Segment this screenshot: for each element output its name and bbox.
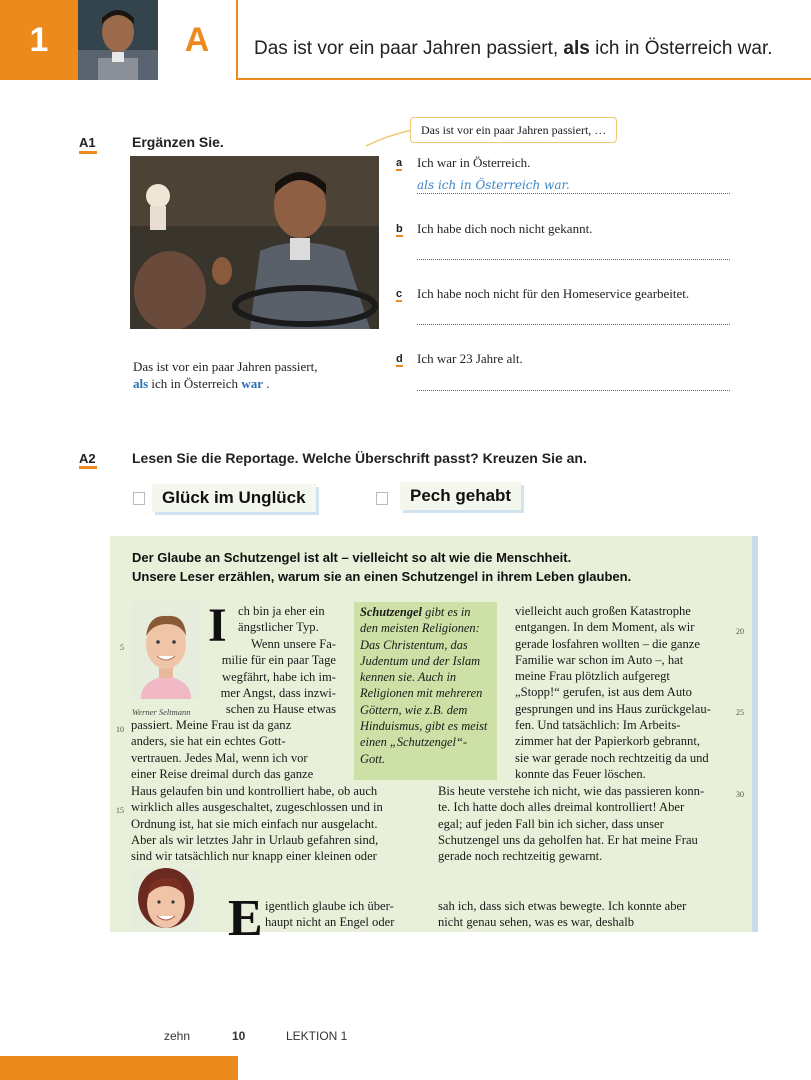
story1-left-col: passiert. Meine Frau ist da ganz anders, sie hat ein echtes Gott- vertrauen. Jedes Mal, wenn ich vor einer Reise dreimal durch das ganze [131,718,314,781]
answer-line-d[interactable] [417,390,730,391]
header-photo [78,0,158,80]
answer-line-c[interactable] [417,324,730,325]
headline-option-1: Glück im Unglück [152,484,316,512]
reader-portrait-1 [131,602,201,699]
story1-right-col: vielleicht auch großen Katastrophe entgangen. In dem Moment, als wir gerade losfahren wollten – die ganze Familie war schon im Auto –, hat meine Frau plötzlich aufgeregt „Stopp!“ gerufen, ist aus dem Auto gesprungen und ins Haus zurückgelau- fen. Und tatsächlich: Im Arbeits- zimmer hat der Papierkorb gebrannt, sie war gerade noch rechtzeitig da und konnte das Feuer löschen. [515,604,711,781]
exercise-label-a1: A1 [79,135,96,150]
man-portrait-image [78,0,158,80]
page-title: Das ist vor ein paar Jahren passiert, als ich in Österreich war. [254,38,773,59]
story1-right-full: Bis heute verstehe ich nicht, wie das passieren konn- te. Ich hatte doch alles dreimal kontrolliert! Aber egal; auf jeden Fall bin ich sicher, dass unser Schutzengel uns da geholfen hat. Er hat meine Frau gerade noch rechtzeitig gewarnt. [438,784,705,864]
item-sentence-d: Ich war 23 Jahre alt. [417,351,523,366]
reader-portrait-2 [131,868,201,932]
exercise-label-underline [79,466,97,469]
headline-option-2: Pech gehabt [400,482,521,510]
headline-checkbox-1[interactable] [133,492,145,505]
info-box-schutzengel: Schutzengel gibt es in den meisten Religionen: Das Christentum, das Judentum und der Islam kennen sie. Auch in Religionen mit mehreren Göttern, wie z.B. dem Hinduismus, gibt es meist einen „Schutzengel“-Gott. [354,602,497,780]
item-letter-c: c [396,288,403,300]
story1-left-full: Haus gelaufen bin und kontrolliert habe, ob auch wirklich alles ausgeschaltet, zugeschlossen und in Ordnung ist, hat sie mich einfach nur ausgelacht. Aber als wir letztes Jahr in Urlaub gefahren sind, sind wir tatsächlich nur knapp einer kleinen oder [131,784,383,864]
speech-bubble-tail [366,126,412,148]
story1-line-7: schen zu Hause etwas [225,702,336,716]
story1-lines-top: ch bin ja eher ein ängstlicher Typ. [238,604,325,635]
story1-lines-mid: Wenn unsere Fa- milie für ein paar Tage wegfährt, habe ich im- mer Angst, dass inzwi- [220,637,336,700]
line-number: 25 [736,708,744,717]
item-letter-d: d [396,353,403,365]
answer-line-a[interactable] [417,193,730,194]
item-sentence-c: Ich habe noch nicht für den Homeservice gearbeitet. [417,286,690,301]
item-sentence-a: Ich war in Österreich. [417,155,531,170]
article-intro: Der Glaube an Schutzengel ist alt – vielleicht so alt wie die Menschheit. Unsere Leser erzählen, warum sie an einen Schutzengel in ihrem Leben glauben. [132,550,632,584]
author-name: Werner Seltmann [132,707,191,717]
car-scene-photo [130,156,379,329]
footer-accent-bar [0,1056,238,1080]
item-sentence-b: Ich habe dich noch nicht gekannt. [417,221,593,236]
page-number: 10 [232,1029,246,1043]
item-letter-b: b [396,223,403,235]
story2-lines: igentlich glaube ich über- haupt nicht an Engel oder [265,899,395,930]
exercise-instruction-a2: Lesen Sie die Reportage. Welche Überschrift passt? Kreuzen Sie an. [132,450,587,466]
line-number: 15 [116,806,124,815]
woman-portrait-image [131,868,201,932]
answer-line-b[interactable] [417,259,730,260]
car-scene-image [130,156,379,329]
line-number: 10 [116,725,124,734]
item-letter-a: a [396,157,403,169]
line-number: 5 [120,643,124,652]
line-number: 20 [736,627,744,636]
exercise-label-a2: A2 [79,451,96,466]
man-portrait-image [131,602,201,699]
answer-a: als ich in Österreich war. [417,178,570,192]
story2-right-lines: sah ich, dass sich etwas bewegte. Ich konnte aber nicht genau sehen, was es war, deshalb [438,899,687,930]
exercise-label-underline [79,151,97,154]
photo-caption: Das ist vor ein paar Jahren passiert, als ich in Österreich war . [133,359,318,391]
drop-cap: I [208,599,227,652]
line-number: 30 [736,790,744,799]
headline-checkbox-2[interactable] [376,492,388,505]
lesson-label: LEKTION 1 [286,1029,348,1043]
speech-bubble: Das ist vor ein paar Jahren passiert, … [410,117,617,143]
exercise-instruction-a1: Ergänzen Sie. [132,134,224,150]
lesson-number: 1 [0,0,78,80]
page-word: zehn [164,1029,191,1043]
section-letter: A [158,0,238,80]
drop-cap: E [228,890,263,947]
header-divider [238,78,811,80]
